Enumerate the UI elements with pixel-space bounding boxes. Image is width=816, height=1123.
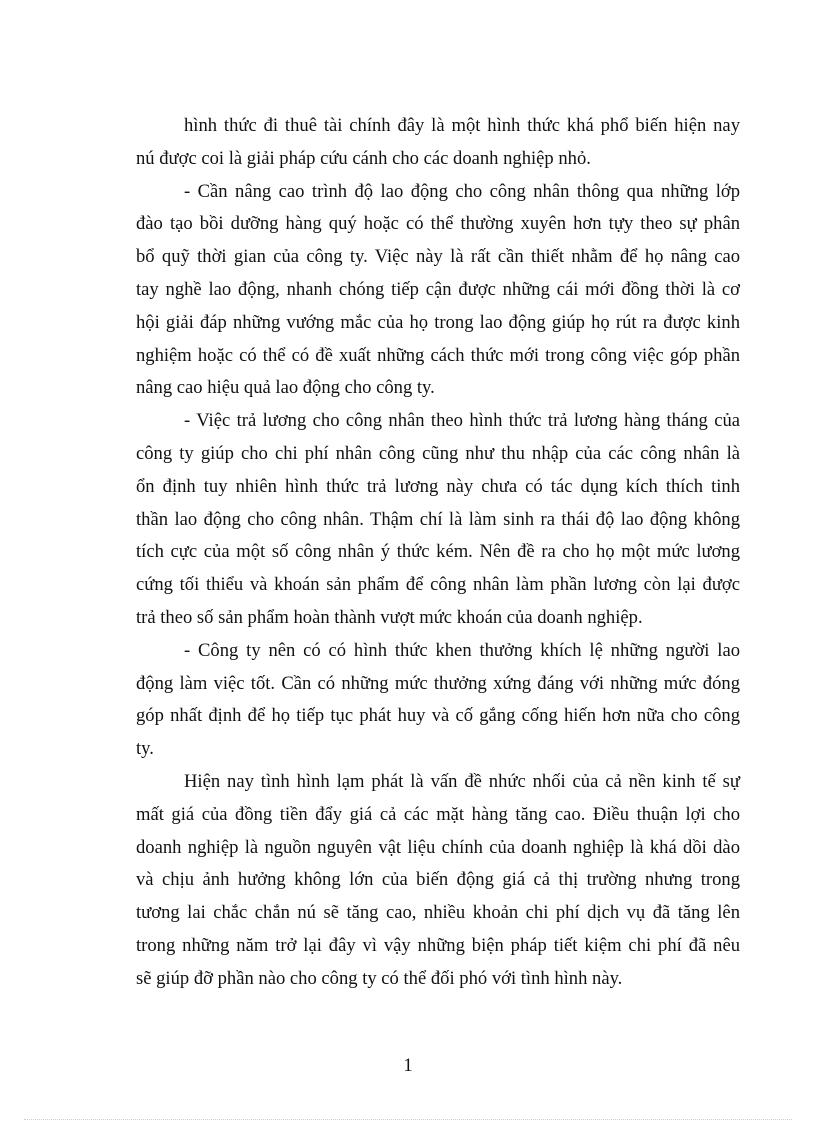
text-line: hội giải đáp những vướng mắc của họ trong lao động giúp họ rút ra được kinh: [136, 311, 740, 333]
text-line: nghiệm hoặc có thể có đề xuất những cách thức mới trong công việc góp phần: [136, 344, 740, 366]
text-line: trả theo số sản phẩm hoàn thành vượt mức khoán của doanh nghiệp.: [136, 607, 643, 628]
text-line: - Việc trả lương cho công nhân theo hình thức trả lương hàng tháng của: [184, 410, 740, 432]
text-line: trong những năm trở lại đây vì vậy những biện pháp tiết kiệm chi phí đã nêu: [136, 935, 740, 956]
text-line: đào tạo bồi dưỡng hàng quý hoặc có thể thường xuyên hơn tựy theo sự phân: [136, 213, 740, 235]
text-line: ổn định tuy nhiên hình thức trả lương này chưa có tác dụng kích thích tinh: [136, 475, 740, 497]
text-line: - Cần nâng cao trình độ lao động cho công nhân thông qua những lớp: [184, 180, 740, 202]
text-line: mất giá của đồng tiền đẩy giá cả các mặt hàng tăng cao. Điều thuận lợi cho: [136, 803, 740, 825]
text-line: tương lai chắc chắn nú sẽ tăng cao, nhiều khoản chi phí dịch vụ đã tăng lên: [136, 902, 740, 924]
page-bottom-divider: [24, 1119, 792, 1120]
text-line: tay nghề lao động, nhanh chóng tiếp cận được những cái mới đồng thời là cơ: [136, 279, 740, 300]
text-line: doanh nghiệp là nguồn nguyên vật liệu chính của doanh nghiệp là khá dồi dào: [136, 836, 740, 858]
text-line: ty.: [136, 738, 154, 760]
text-line: sẽ giúp đỡ phần nào cho công ty có thể đối phó với tình hình này.: [136, 967, 623, 989]
text-line: Hiện nay tình hình lạm phát là vấn đề nhức nhối của cả nền kinh tế sự: [184, 771, 740, 792]
text-line: động làm việc tốt. Cần có những mức thưởng xứng đáng với những mức đóng: [136, 672, 740, 694]
text-line: công ty giúp cho chi phí nhân công cũng như thu nhập của các công nhân là: [136, 443, 740, 464]
text-line: thần lao động cho công nhân. Thậm chí là làm sinh ra thái độ lao động không: [136, 508, 740, 530]
text-line: hình thức đi thuê tài chính đây là một hình thức khá phổ biến hiện nay: [184, 115, 740, 136]
text-line: tích cực của một số công nhân ý thức kém. Nên đề ra cho họ một mức lương: [136, 541, 740, 563]
text-line: bổ quỹ thời gian của công ty. Việc này là rất cần thiết nhằm để họ nâng cao: [136, 246, 740, 268]
text-line: góp nhất định để họ tiếp tục phát huy và cố gắng cống hiến hơn nữa cho công: [136, 705, 740, 727]
text-line: cứng tối thiểu và khoán sản phẩm để công nhân làm phần lương còn lại được: [136, 574, 740, 596]
text-line: - Công ty nên có có hình thức khen thưởng khích lệ những người lao: [184, 639, 740, 661]
text-line: nú được coi là giải pháp cứu cánh cho các doanh nghiệp nhỏ.: [136, 147, 591, 169]
page-number: 1: [403, 1055, 413, 1076]
text-line: nâng cao hiệu quả lao động cho công ty.: [136, 377, 435, 399]
text-line: và chịu ảnh hưởng không lớn của biến động giá cả thị trường nhưng trong: [136, 869, 740, 891]
